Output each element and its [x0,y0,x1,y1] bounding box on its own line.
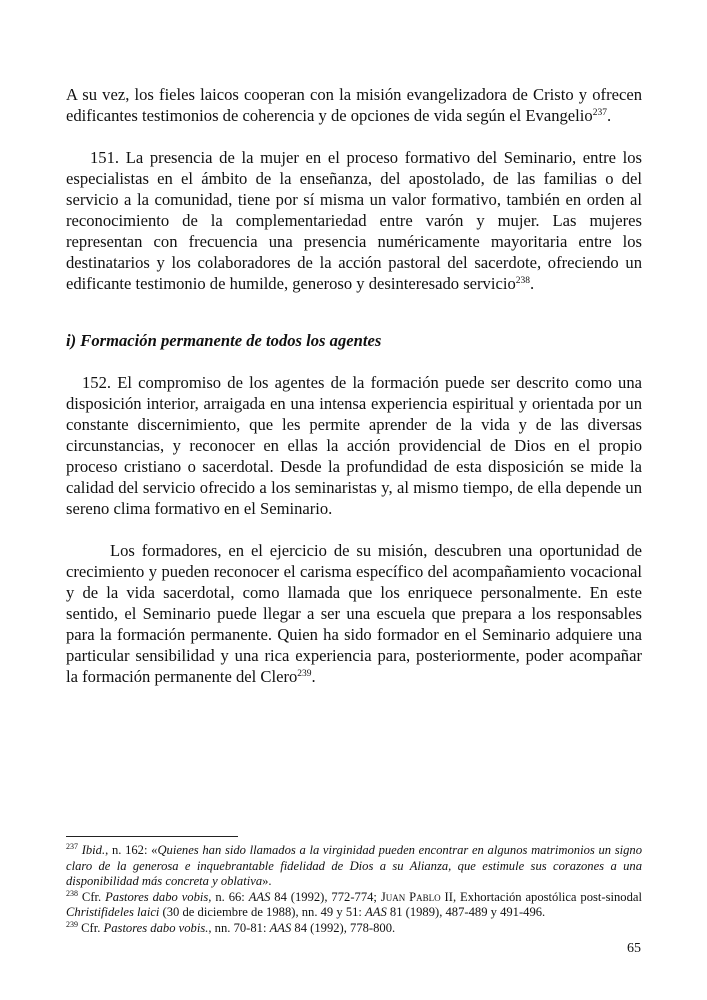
author-name: Juan Pablo II [380,889,453,904]
document-title: Pastores dabo vobis [105,889,209,904]
footnote-number: 238 [66,888,78,898]
footnote-ref-237[interactable]: 237 [592,108,607,118]
footnote-text: ». [262,874,272,889]
footnote-text: 84 (1992), 778-800. [291,920,396,935]
footnote-number: 239 [66,919,78,929]
footnote-text: (30 de diciembre de 1988), nn. 49 y 51: [159,905,366,920]
paragraph-formadores [66,540,642,687]
footnote-number: 237 [66,842,78,851]
journal-abbrev: AAS [269,920,292,935]
footnote-quote: Quienes han sido llamados a la virginidad pueden encontrar en algunos matrimonios un signo claro de la generosa e inquebrantable fidelidad de Dios a su Alianza, que estimule sus corazones a una disponibilidad más concreta y oblativa [66,843,642,889]
footnote-237 [66,843,642,890]
paragraph-text: A su vez, los fieles laicos cooperan con la misión evangelizadora de Cristo y ofrecen edificantes testimonios de coherencia y de opciones de vida según el Evangelio [66,85,642,125]
journal-abbrev: AAS [365,905,387,920]
journal-abbrev: AAS [248,889,271,904]
footnote-ref-238[interactable]: 238 [515,276,530,286]
paragraph-text: 152. El compromiso de los agentes de la formación puede ser descrito como una disposición interior, arraigada en una intensa experiencia espiritual y orientada por un constante discernimiento, que les permite aprender de la vida y de las diversas circunstancias, y reconocer en ellas la acción providencial de Dios en el propio proceso cristiano o sacerdotal. Desde la profundidad de esta disposición se mide la calidad del servicio ofrecido a los seminaristas y, al mismo tiempo, de ella depende un sereno clima formativo en el Seminario. [66,373,642,518]
paragraph-text: 151. La presencia de la mujer en el proceso formativo del Seminario, entre los especialistas en el ámbito de la enseñanza, del apostolado, de las familias o del servicio a la comunidad, tiene por sí misma un valor formativo, también en orden al reconocimiento de la complementariedad entre varón y mujer. Las mujeres representan con frecuencia una presencia numéricamente mayoritaria entre los destinatarios y los colaboradores de la acción pastoral del sacerdote, ofreciendo un edificante testimonio de humilde, generoso y desinteresado servicio [66,148,642,293]
footnote-text: , n. 66: [208,889,249,904]
footnote-ref-239[interactable]: 239 [297,669,312,679]
paragraph-tail: . [530,274,535,293]
footnote-text: 81 (1989), 487-489 y 491-496. [386,905,546,920]
footnote-text: Cfr. [81,889,106,904]
paragraph-tail: . [606,106,612,125]
ibid-label: Ibid. [81,843,106,857]
paragraph-text: Los formadores, en el ejercicio de su misión, descubren una oportunidad de crecimiento y pueden reconocer el carisma específico del acompañamiento vocacional y de la vida sacerdotal, como llamada que los enriquece personalmente. En este sentido, el Seminario puede llegar a ser una escuela que prepara a los responsables para la formación permanente. Quien ha sido formador en el Seminario adquiere una particular sensibilidad y una rica experiencia para, posteriormente, poder acompañar la formación permanente del Clero [66,541,642,686]
paragraph-151 [66,147,642,294]
footnote-text: , n. 162: « [105,843,158,857]
footnote-text: Cfr. [81,920,104,935]
page-body [66,84,642,687]
paragraph-laity [66,84,642,126]
section-heading: i) Formación permanente de todos los agentes [66,331,382,350]
paragraph-tail: . [311,667,316,686]
footnote-text: 84 (1992), 772-774; [270,889,381,904]
footnote-text: , Exhortación apostólica post-sinodal [452,889,642,904]
footnotes [66,836,642,937]
footnote-238 [66,890,642,921]
footnote-separator [66,836,238,837]
document-title: Pastores dabo vobis. [103,920,209,935]
document-title: Christifideles laici [66,905,160,920]
footnote-239 [66,921,642,937]
paragraph-152 [66,372,642,519]
footnote-text: , nn. 70-81: [208,920,270,935]
page-number: 65 [627,941,641,956]
